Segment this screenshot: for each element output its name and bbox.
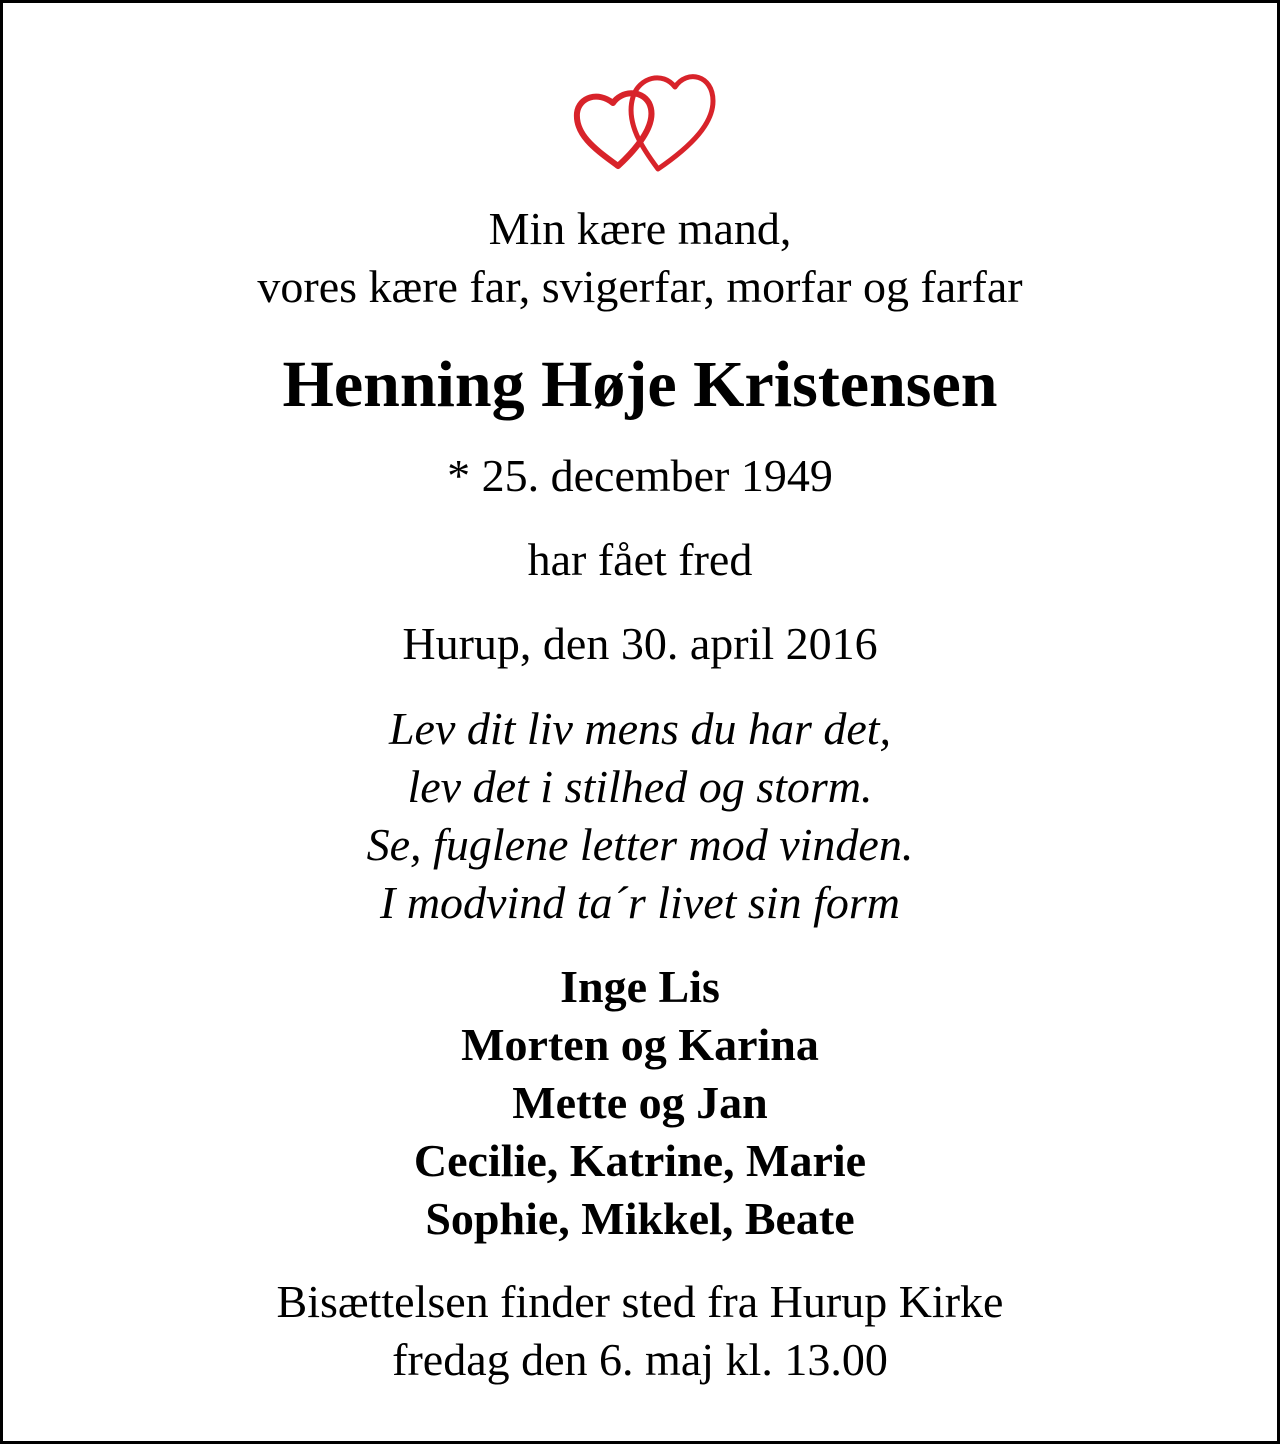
family-line: Mette og Jan bbox=[512, 1077, 768, 1128]
deceased-name: Henning Høje Kristensen bbox=[282, 348, 998, 421]
family-line: Morten og Karina bbox=[461, 1019, 819, 1070]
intro-line-1: Min kære mand, bbox=[488, 203, 792, 254]
intro-line-2: vores kære far, svigerfar, morfar og farfar bbox=[257, 261, 1023, 312]
poem bbox=[3, 700, 1277, 932]
family-line: Cecilie, Katrine, Marie bbox=[413, 1135, 867, 1186]
family-names bbox=[3, 958, 1277, 1248]
passing-text: har fået fred bbox=[527, 534, 753, 585]
funeral-line-1: Bisættelsen finder sted fra Hurup Kirke bbox=[276, 1276, 1004, 1327]
funeral-info bbox=[3, 1273, 1277, 1389]
poem-line: I modvind ta´r livet sin form bbox=[380, 877, 900, 928]
interlocked-hearts-icon bbox=[563, 61, 723, 176]
birth-date: * 25. december 1949 bbox=[447, 450, 833, 501]
poem-line: lev det i stilhed og storm. bbox=[407, 761, 873, 812]
funeral-line-2: fredag den 6. maj kl. 13.00 bbox=[392, 1334, 888, 1385]
place-and-date: Hurup, den 30. april 2016 bbox=[402, 618, 878, 669]
poem-line: Se, fuglene letter mod vinden. bbox=[366, 819, 914, 870]
family-line: Inge Lis bbox=[560, 961, 720, 1012]
intro-text bbox=[3, 200, 1277, 316]
family-line: Sophie, Mikkel, Beate bbox=[425, 1193, 855, 1244]
poem-line: Lev dit liv mens du har det, bbox=[388, 703, 892, 754]
